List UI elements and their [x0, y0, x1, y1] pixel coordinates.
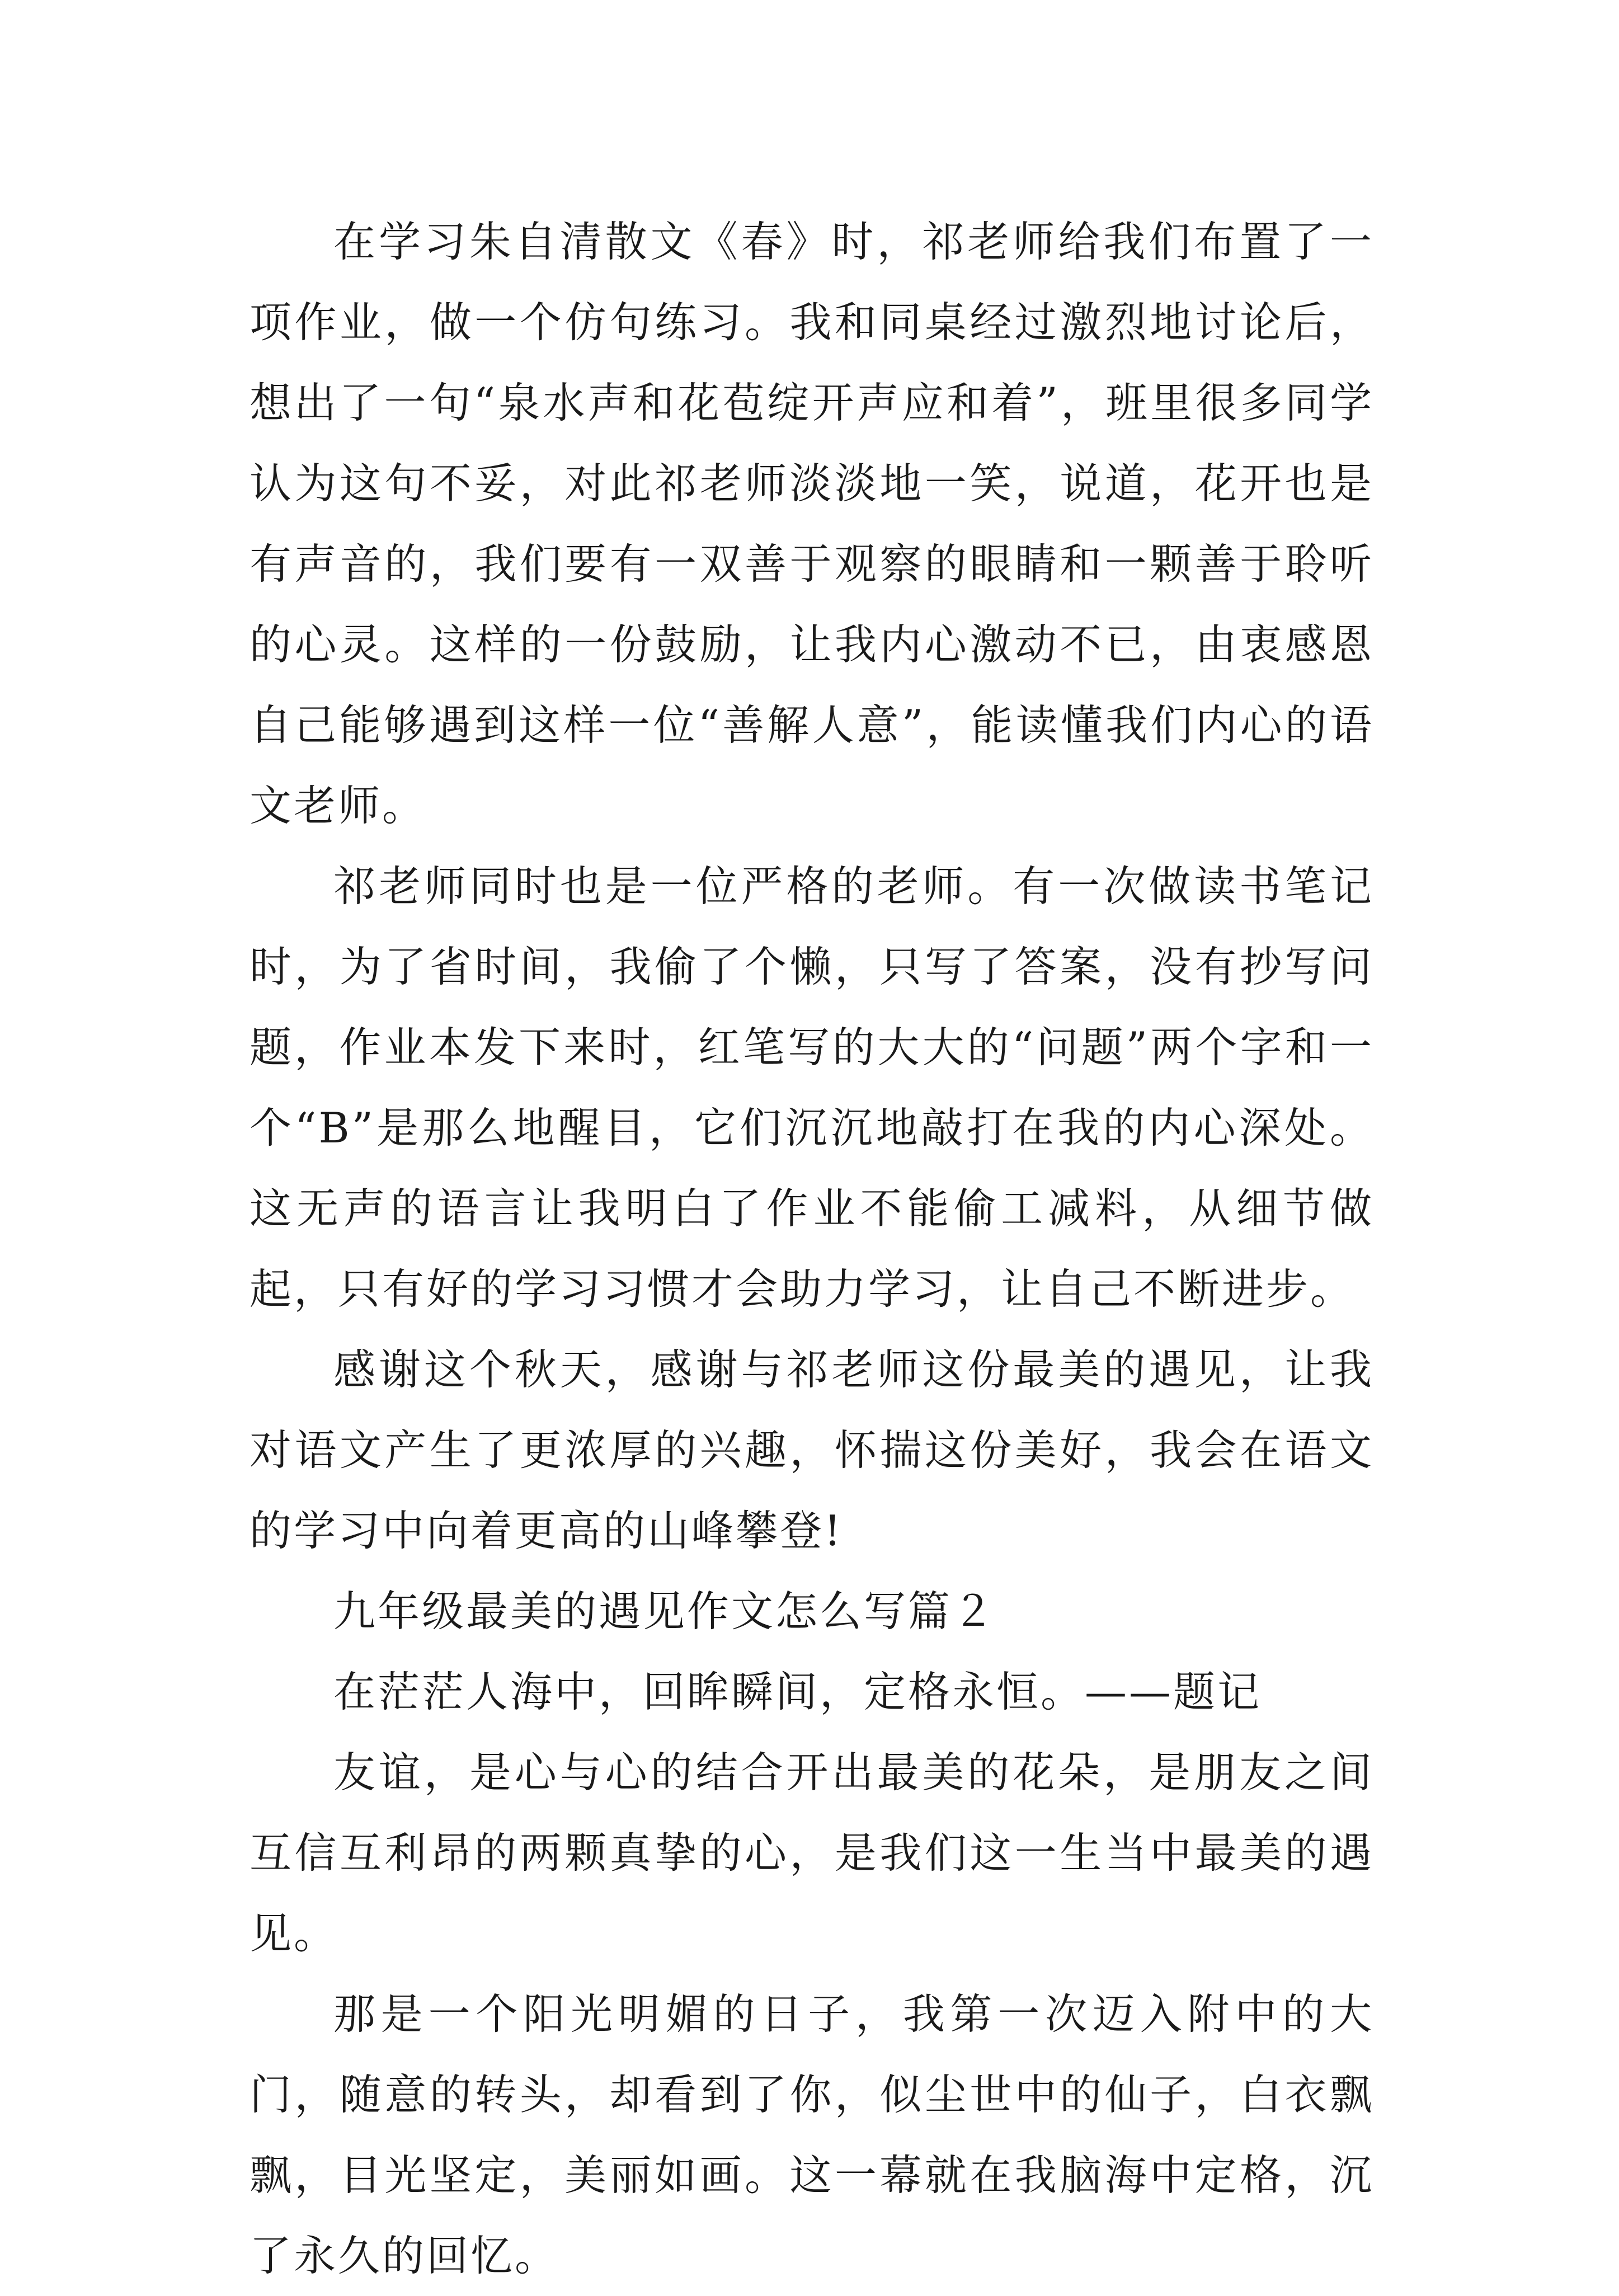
- paragraph-3: 感谢这个秋天，感谢与祁老师这份最美的遇见，让我对语文产生了更浓厚的兴趣，怀揣这份美好，我会在语文的学习中向着更高的山峰攀登!: [250, 1345, 1374, 1555]
- epigraph: 在茫茫人海中，回眸瞬间，定格永恒。——题记: [333, 1667, 1262, 1716]
- paragraph-2: 祁老师同时也是一位严格的老师。有一次做读书笔记时，为了省时间，我偷了个懒，只写了答案，没有抄写问题，作业本发下来时，红笔写的大大的“问题”两个字和一个“B”是那么地醒目，它们沉沉地敲打在我的内心深处。这无声的语言让我明白了作业不能偷工减料，从细节做起，只有好的学习习惯才会助力学习，让自己不断进步。: [250, 862, 1374, 1314]
- paragraph-1: 在学习朱自清散文《春》时，祁老师给我们布置了一项作业，做一个仿句练习。我和同桌经过激烈地讨论后，想出了一句“泉水声和花苞绽开声应和着”，班里很多同学认为这句不妥，对此祁老师淡淡地一笑，说道，花开也是有声音的，我们要有一双善于观察的眼睛和一颗善于聆听的心灵。这样的一份鼓励，让我内心激动不已，由衷感恩自己能够遇到这样一位“善解人意”，能读懂我们内心的语文老师。: [250, 217, 1374, 830]
- section-heading: 九年级最美的遇见作文怎么写篇２: [333, 1587, 997, 1636]
- document-body: [250, 201, 1374, 2296]
- paragraph-4: 友谊，是心与心的结合开出最美的花朵，是朋友之间互信互利昂的两颗真挚的心，是我们这一生当中最美的遇见。: [250, 1748, 1374, 1958]
- paragraph-5: 那是一个阳光明媚的日子，我第一次迈入附中的大门，随意的转头，却看到了你，似尘世中的仙子，白衣飘飘，目光坚定，美丽如画。这一幕就在我脑海中定格，沉了永久的回忆。: [250, 1989, 1374, 2280]
